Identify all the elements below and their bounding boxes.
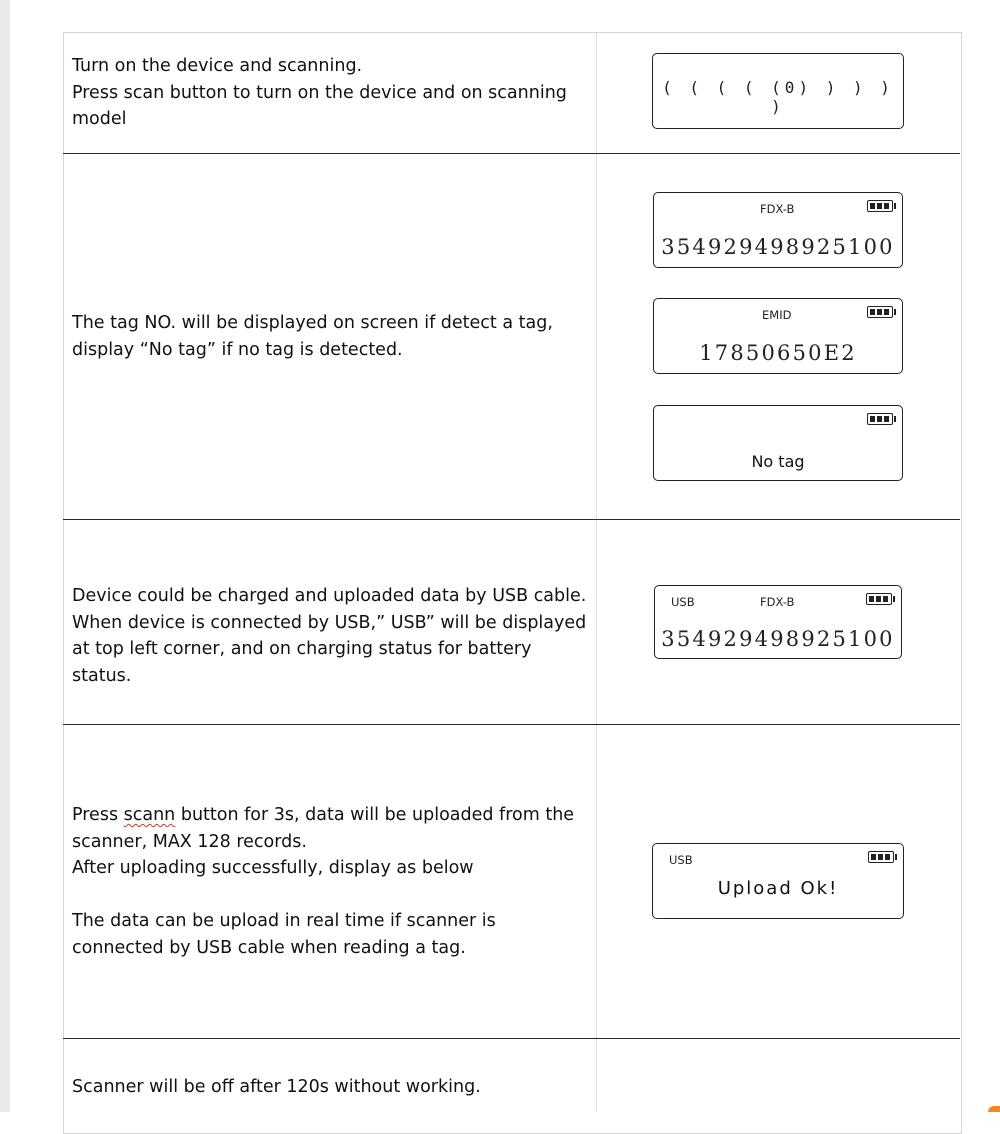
row-1-text	[72, 53, 588, 133]
row-4-paragraph-2: The data can be upload in real time if scanner is connected by USB cable when reading a tag.	[72, 911, 496, 958]
battery-icon	[867, 306, 893, 318]
column-divider	[596, 32, 597, 1112]
lcd-fdx-b	[653, 192, 903, 268]
row-4-line-2: After uploading successfully, display as below	[72, 858, 474, 878]
spelling-mark-scann: scann	[123, 805, 176, 825]
tag-type-label: FDX-B	[760, 595, 795, 609]
scanning-indicator: ( ( ( ( (0) ) ) ) )	[662, 78, 894, 116]
left-gutter	[0, 0, 10, 1112]
row-4-text-end: button for 3s, data will be uploaded from the scanner, MAX 128 records.	[72, 805, 575, 852]
usb-label: USB	[669, 853, 693, 867]
row-1-line-2: Press scan button to turn on the device and on scanning model	[72, 82, 567, 129]
tag-number: 17850650E2	[699, 341, 857, 365]
row-separator	[63, 724, 960, 725]
tag-type-label: FDX-B	[760, 202, 795, 216]
row-5-text: Scanner will be off after 120s without working.	[72, 1077, 481, 1097]
tag-number: 354929498925100	[661, 235, 895, 259]
lcd-upload-ok	[652, 843, 904, 919]
battery-icon	[866, 593, 892, 605]
row-2-text: The tag NO. will be displayed on screen if detect a tag, display “No tag” if no tag is detected.	[72, 313, 553, 360]
upload-ok-message: Upload Ok!	[717, 878, 839, 899]
tag-type-label: EMID	[762, 308, 792, 322]
row-3-text: Device could be charged and uploaded data by USB cable. When device is connected by USB,” USB” will be displayed at top left corner, and on charging status for battery status.	[72, 586, 587, 686]
row-4-text-start: Press	[72, 805, 124, 825]
no-tag-message: No tag	[751, 452, 805, 471]
row-4-text	[72, 802, 588, 961]
lcd-emid	[653, 298, 903, 374]
row-1-line-1: Turn on the device and scanning.	[72, 56, 363, 76]
battery-icon	[867, 413, 893, 425]
battery-icon	[867, 200, 893, 212]
row-separator	[63, 519, 960, 520]
corner-mark	[988, 1106, 1000, 1112]
battery-icon	[868, 851, 894, 863]
usb-label: USB	[671, 595, 695, 609]
lcd-no-tag	[653, 405, 903, 481]
row-separator	[63, 153, 960, 154]
lcd-usb-fdx-b	[654, 585, 902, 659]
tag-number: 354929498925100	[661, 627, 895, 651]
row-separator	[63, 1038, 960, 1039]
lcd-scanning	[652, 53, 904, 129]
